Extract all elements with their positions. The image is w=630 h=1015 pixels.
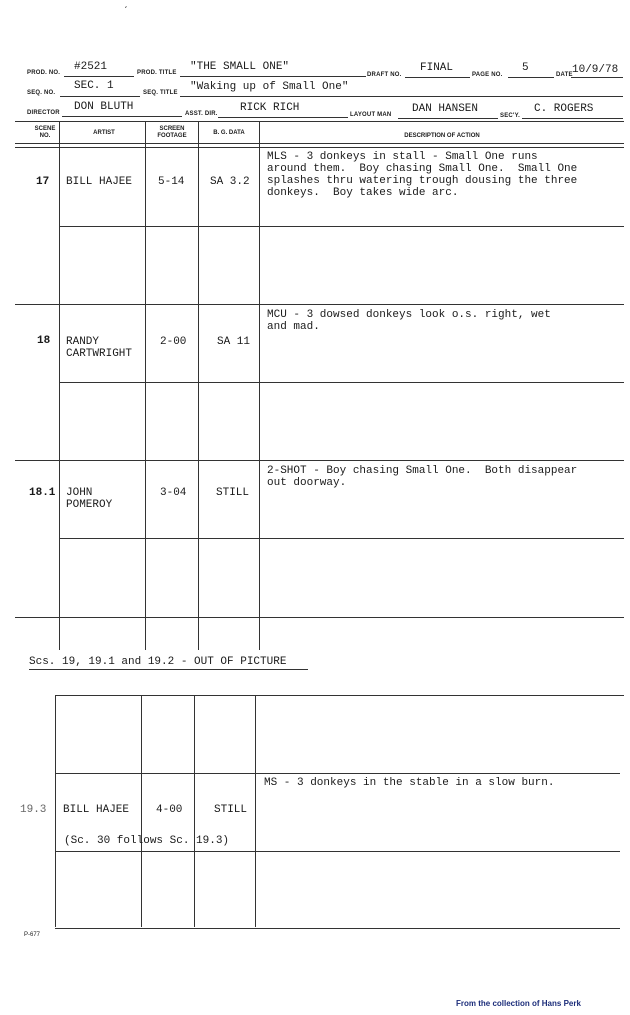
- row3-artist-1: JOHN: [66, 487, 93, 499]
- layout-man: DAN HANSEN: [412, 103, 479, 115]
- row1-artist: BILL HAJEE: [66, 176, 133, 188]
- col-artist: ARTIST: [93, 130, 115, 136]
- asst-dir-label: ASST. DIR.: [185, 111, 218, 117]
- prod-no-label: PROD. NO.: [27, 70, 61, 76]
- scene-19-3: 19.3: [20, 804, 47, 816]
- row4-bg: STILL: [214, 804, 248, 816]
- date-label: DATE: [556, 72, 573, 78]
- row2-footage: 2-00: [160, 336, 187, 348]
- header-rule: [15, 143, 624, 144]
- col-footage: SCREEN FOOTAGE: [157, 126, 187, 139]
- row1-footage: 5-14: [158, 176, 185, 188]
- date: 10/9/78: [572, 64, 619, 76]
- layout-man-label: LAYOUT MAN: [350, 112, 392, 118]
- draft-no-label: DRAFT NO.: [367, 72, 402, 78]
- scene-17: 17: [36, 176, 50, 188]
- seq-no: SEC. 1: [74, 80, 114, 92]
- row3-description: 2-SHOT - Boy chasing Small One. Both disappear out doorway.: [267, 465, 578, 489]
- draft-no: FINAL: [420, 62, 454, 74]
- prod-title-label: PROD. TITLE: [137, 70, 177, 76]
- row4-description: MS - 3 donkeys in the stable in a slow burn.: [264, 777, 555, 789]
- row3-footage: 3-04: [160, 487, 187, 499]
- director-label: DIRECTOR: [27, 110, 60, 116]
- out-of-picture-note: Scs. 19, 19.1 and 19.2 - OUT OF PICTURE: [29, 656, 287, 668]
- row4-footage: 4-00: [156, 804, 183, 816]
- asst-dir: RICK RICH: [240, 102, 300, 114]
- col-scene: SCENE NO.: [34, 126, 56, 139]
- row2-bg: SA 11: [217, 336, 251, 348]
- page-no: 5: [522, 62, 529, 74]
- col-desc: DESCRIPTION OF ACTION: [404, 133, 480, 139]
- row4-artist: BILL HAJEE: [63, 804, 130, 816]
- row2-description: MCU - 3 dowsed donkeys look o.s. right, wet and mad.: [267, 309, 551, 333]
- table-top-rule: [15, 121, 624, 122]
- seq-title: "Waking up of Small One": [190, 81, 349, 93]
- row3-artist-2: POMEROY: [66, 499, 113, 511]
- header-rule-2: [15, 147, 624, 148]
- row1-description: MLS - 3 donkeys in stall - Small One runs around them. Boy chasing Small One. Small One splashes thru watering trough dousing the three donkeys. Boy takes wide arc.: [267, 151, 578, 199]
- follows-note: (Sc. 30 follows Sc. 19.3): [64, 835, 230, 847]
- collection-credit: From the collection of Hans Perk: [456, 999, 581, 1008]
- row2-artist-1: RANDY: [66, 336, 100, 348]
- row1-bg: SA 3.2: [210, 176, 250, 188]
- col-bg: B. G. DATA: [213, 130, 245, 136]
- prod-no: #2521: [74, 61, 108, 73]
- director: DON BLUTH: [74, 101, 134, 113]
- form-number: P-677: [24, 932, 41, 938]
- stray-mark: ˏ: [124, 0, 128, 9]
- secy: C. ROGERS: [534, 103, 594, 115]
- row3-bg: STILL: [216, 487, 250, 499]
- prod-title: "THE SMALL ONE": [190, 61, 290, 73]
- row2-artist-2: CARTWRIGHT: [66, 348, 133, 360]
- page-no-label: PAGE NO.: [472, 72, 503, 78]
- scene-18-1: 18.1: [29, 487, 56, 499]
- scene-18: 18: [37, 335, 51, 347]
- secy-label: SEC'Y.: [500, 113, 520, 119]
- seq-no-label: SEQ. NO.: [27, 90, 56, 96]
- seq-title-label: SEQ. TITLE: [143, 90, 178, 96]
